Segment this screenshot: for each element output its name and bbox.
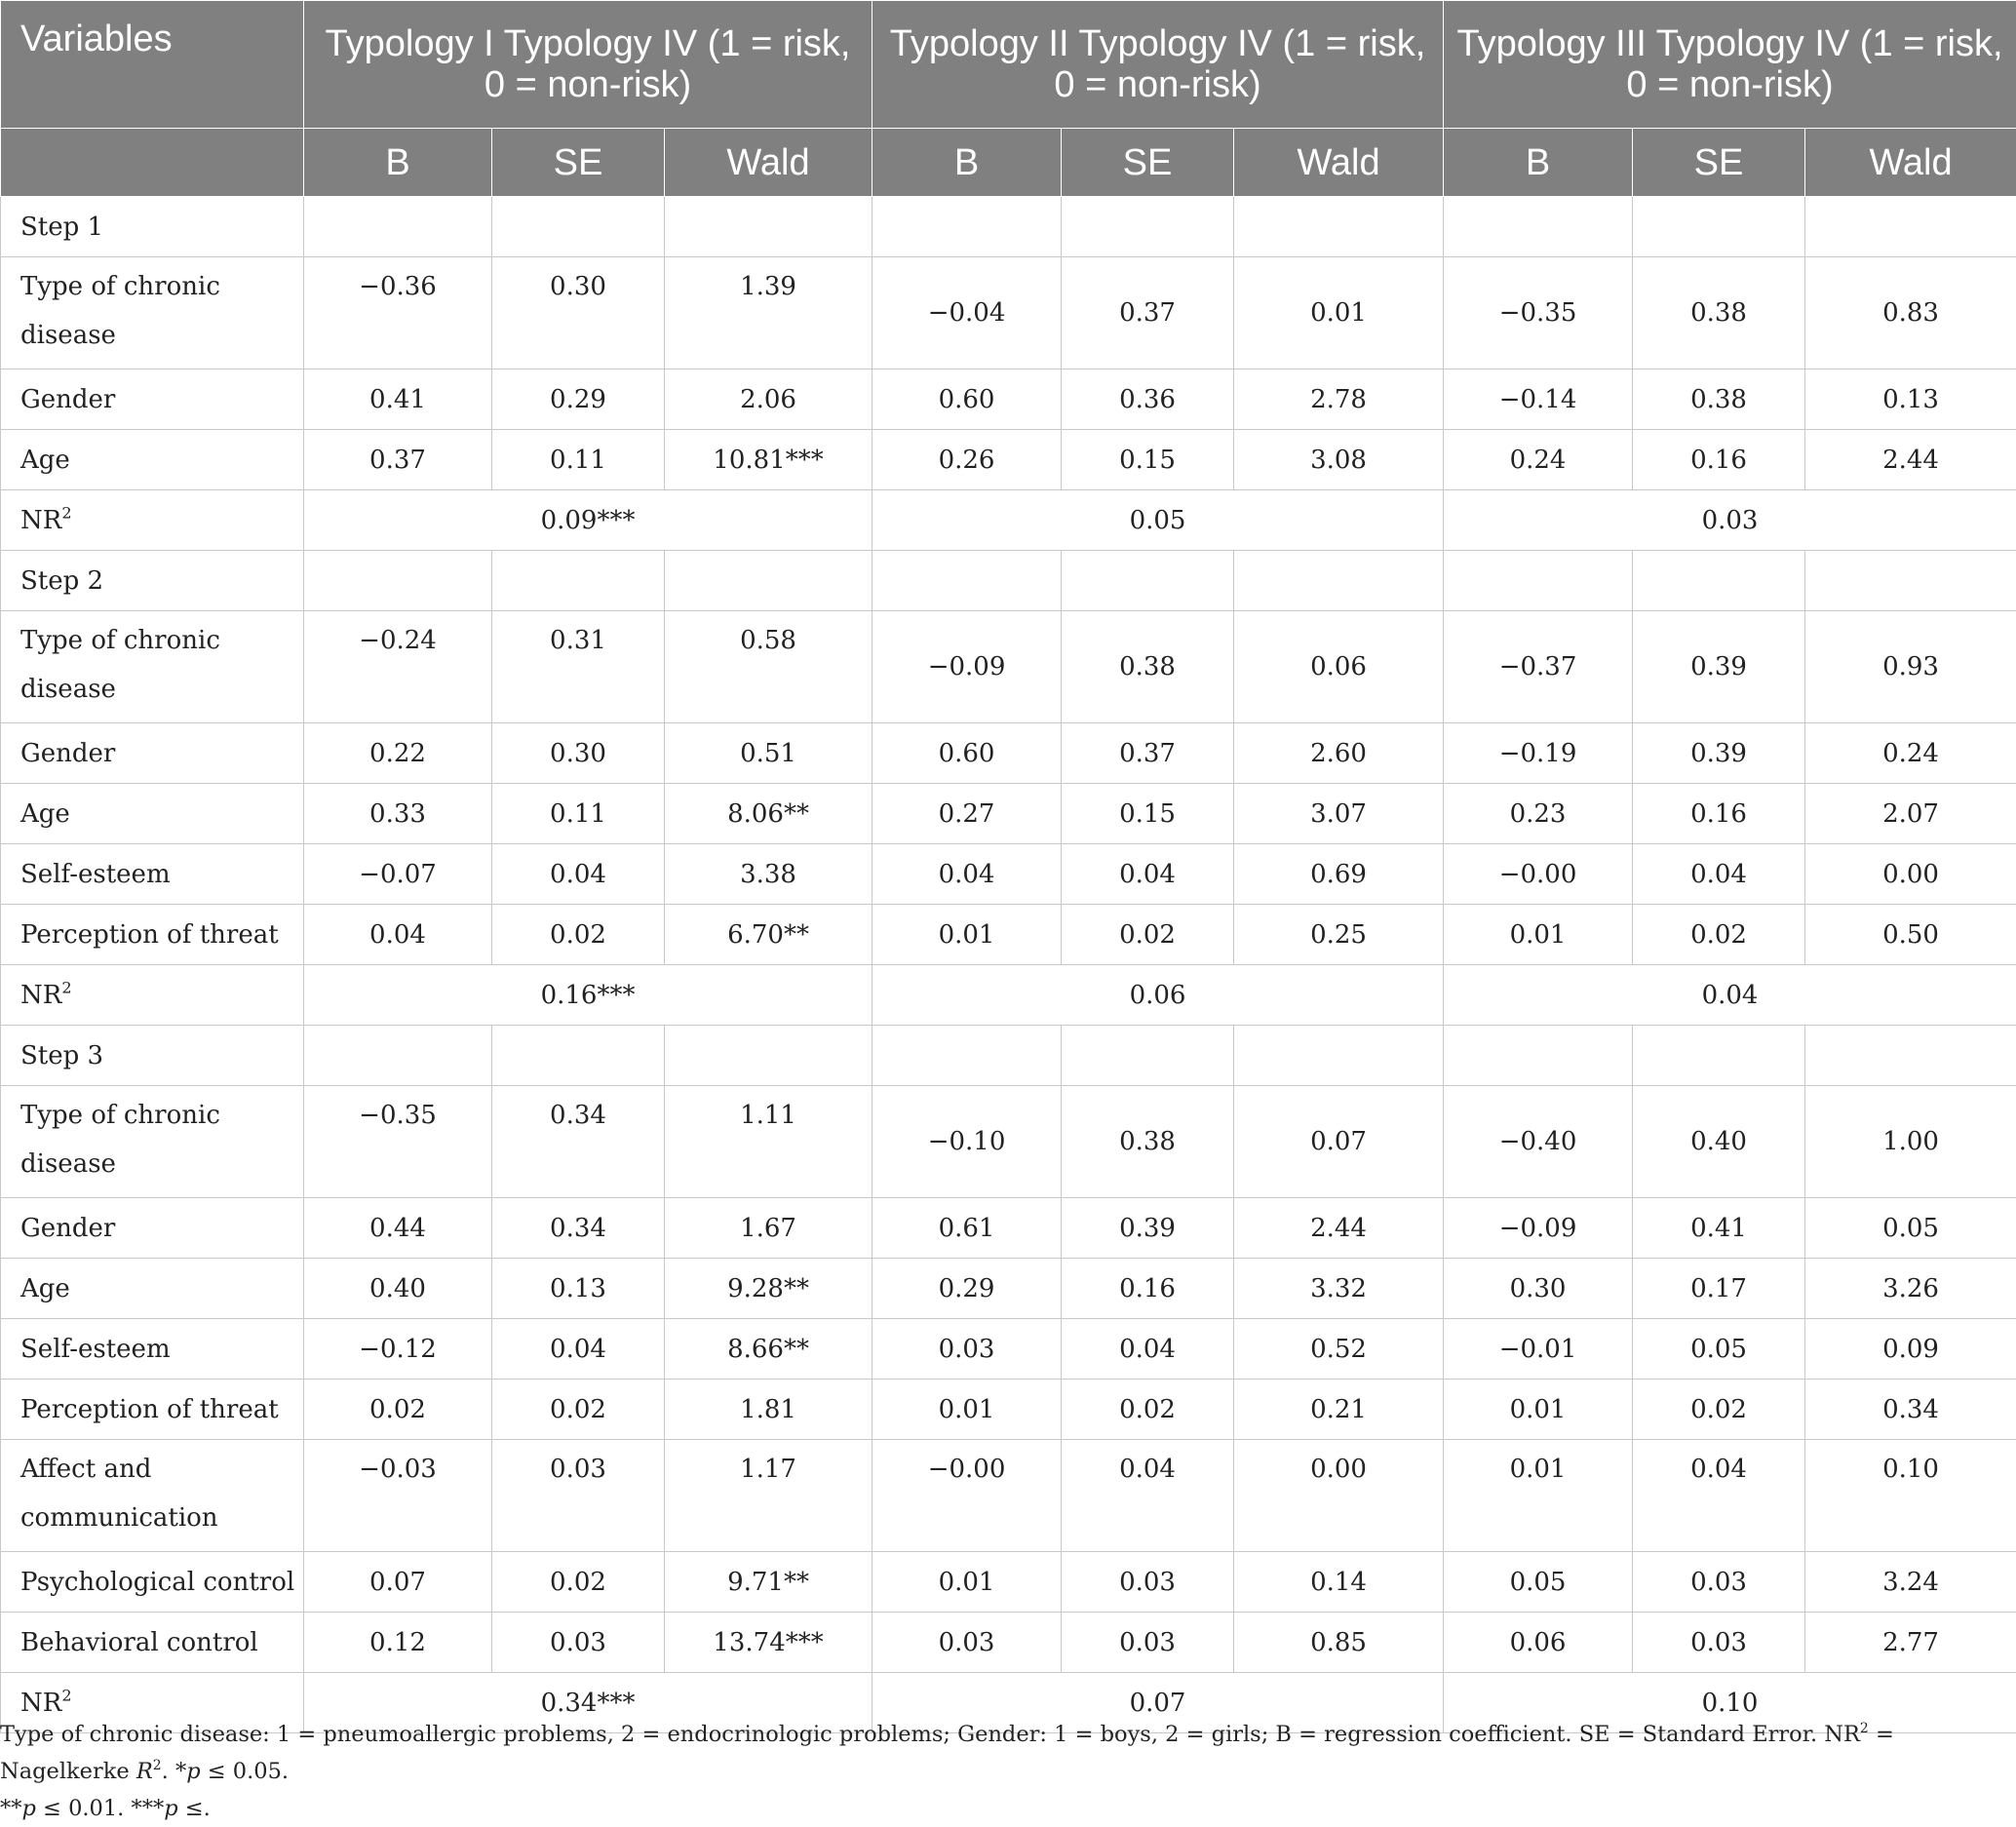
footnote-r-symbol: R	[136, 1759, 153, 1784]
value-cell: 0.17	[1633, 1259, 1805, 1319]
table-row	[1, 723, 2016, 784]
value-cell: 0.11	[492, 430, 665, 490]
value-cell: 1.17	[665, 1440, 872, 1552]
empty-cell	[1805, 197, 2016, 257]
variable-label: Psychological control	[1, 1552, 304, 1613]
wald-subheader: Wald	[1805, 129, 2016, 197]
footnote-text: ≤ 0.01. ***	[36, 1796, 164, 1821]
variable-label: Gender	[1, 1198, 304, 1259]
value-cell: −0.35	[304, 1086, 492, 1198]
variable-label: Type of chronic disease	[1, 257, 304, 369]
typology-1-header: Typology I Typology IV (1 = risk, 0 = non-risk)	[304, 1, 872, 129]
value-cell: 0.04	[872, 844, 1062, 905]
empty-cell	[1234, 551, 1444, 611]
step-label: Step 1	[1, 197, 304, 257]
value-cell: 0.23	[1444, 784, 1633, 844]
nr2-superscript: 2	[61, 978, 71, 996]
value-cell: 0.03	[1062, 1613, 1234, 1673]
value-cell: 0.60	[872, 723, 1062, 784]
empty-cell	[1062, 551, 1234, 611]
footnote-text: Type of chronic disease: 1 = pneumoallergic problems, 2 = endocrinologic problems; Gender: 1 = boys, 2 = girls; B = regression coefficient. SE = Standard Error. NR	[0, 1722, 1860, 1747]
value-cell: 0.11	[492, 784, 665, 844]
value-cell: −0.35	[1444, 257, 1633, 369]
value-cell: 0.38	[1062, 1086, 1234, 1198]
value-cell: 0.50	[1805, 905, 2016, 965]
nr2-row	[1, 965, 2016, 1026]
value-cell: 2.77	[1805, 1613, 2016, 1673]
variable-label: Affect and communication	[1, 1440, 304, 1552]
value-cell: 0.52	[1234, 1319, 1444, 1380]
nr2-superscript: 2	[61, 1686, 71, 1704]
value-cell: 0.26	[872, 430, 1062, 490]
table-row	[1, 1198, 2016, 1259]
table-row	[1, 1613, 2016, 1673]
value-cell: 0.02	[1633, 1380, 1805, 1440]
variable-label: Self-esteem	[1, 1319, 304, 1380]
footnote-text: . *	[162, 1759, 187, 1784]
nr2-label-text: NR	[20, 1689, 61, 1718]
step-row	[1, 1026, 2016, 1086]
table-row	[1, 611, 2016, 723]
value-cell: 0.00	[1805, 844, 2016, 905]
wald-subheader: Wald	[665, 129, 872, 197]
variable-label: Age	[1, 1259, 304, 1319]
value-cell: 0.03	[1633, 1552, 1805, 1613]
value-cell: 0.36	[1062, 369, 1234, 430]
footnote-text: ≤ 0.05.	[201, 1759, 289, 1784]
value-cell: 0.15	[1062, 784, 1234, 844]
value-cell: 9.71**	[665, 1552, 872, 1613]
empty-cell	[1234, 197, 1444, 257]
value-cell: 0.02	[492, 905, 665, 965]
value-cell: 2.78	[1234, 369, 1444, 430]
value-cell: 0.38	[1062, 611, 1234, 723]
variable-label: Type of chronic disease	[1, 1086, 304, 1198]
nr2-value: 0.09***	[304, 490, 872, 551]
value-cell: 1.67	[665, 1198, 872, 1259]
variable-label: Perception of threat	[1, 1380, 304, 1440]
value-cell: 0.61	[872, 1198, 1062, 1259]
value-cell: −0.19	[1444, 723, 1633, 784]
b-subheader: B	[872, 129, 1062, 197]
step-row	[1, 197, 2016, 257]
empty-cell	[665, 551, 872, 611]
se-subheader: SE	[492, 129, 665, 197]
variable-label: Type of chronic disease	[1, 611, 304, 723]
nr2-value: 0.34***	[304, 1673, 872, 1733]
value-cell: 0.41	[1633, 1198, 1805, 1259]
value-cell: 0.21	[1234, 1380, 1444, 1440]
value-cell: 3.32	[1234, 1259, 1444, 1319]
value-cell: 8.06**	[665, 784, 872, 844]
value-cell: 1.39	[665, 257, 872, 369]
typology-3-header: Typology III Typology IV (1 = risk, 0 = non-risk)	[1444, 1, 2016, 129]
value-cell: 0.30	[1444, 1259, 1633, 1319]
value-cell: 0.06	[1234, 611, 1444, 723]
footnote-text: **	[0, 1796, 22, 1821]
value-cell: −0.12	[304, 1319, 492, 1380]
table-footnote	[0, 1716, 2008, 1827]
variable-label: Gender	[1, 723, 304, 784]
value-cell: 0.14	[1234, 1552, 1444, 1613]
value-cell: 0.16	[1633, 430, 1805, 490]
value-cell: 0.37	[304, 430, 492, 490]
value-cell: 3.07	[1234, 784, 1444, 844]
value-cell: 1.11	[665, 1086, 872, 1198]
value-cell: 0.02	[1633, 905, 1805, 965]
value-cell: 0.01	[872, 1552, 1062, 1613]
value-cell: 0.05	[1444, 1552, 1633, 1613]
value-cell: −0.40	[1444, 1086, 1633, 1198]
value-cell: 0.04	[492, 1319, 665, 1380]
value-cell: 0.58	[665, 611, 872, 723]
empty-cell	[1805, 1026, 2016, 1086]
value-cell: 0.04	[1062, 1440, 1234, 1552]
nr2-superscript: 2	[61, 503, 71, 522]
value-cell: 0.93	[1805, 611, 2016, 723]
value-cell: 0.44	[304, 1198, 492, 1259]
value-cell: 0.39	[1062, 1198, 1234, 1259]
value-cell: 2.07	[1805, 784, 2016, 844]
value-cell: 0.29	[492, 369, 665, 430]
nr2-value: 0.05	[872, 490, 1444, 551]
value-cell: 3.08	[1234, 430, 1444, 490]
empty-cell	[872, 197, 1062, 257]
value-cell: 0.02	[1062, 905, 1234, 965]
table-row	[1, 844, 2016, 905]
value-cell: −0.09	[872, 611, 1062, 723]
value-cell: 0.40	[304, 1259, 492, 1319]
value-cell: 0.02	[1062, 1380, 1234, 1440]
value-cell: 0.03	[872, 1319, 1062, 1380]
value-cell: 0.03	[872, 1613, 1062, 1673]
value-cell: 0.01	[1444, 1380, 1633, 1440]
value-cell: 9.28**	[665, 1259, 872, 1319]
table-row	[1, 1259, 2016, 1319]
value-cell: −0.14	[1444, 369, 1633, 430]
se-subheader: SE	[1633, 129, 1805, 197]
value-cell: 0.33	[304, 784, 492, 844]
value-cell: 0.37	[1062, 257, 1234, 369]
value-cell: −0.36	[304, 257, 492, 369]
value-cell: 0.07	[304, 1552, 492, 1613]
value-cell: 3.26	[1805, 1259, 2016, 1319]
value-cell: 0.37	[1062, 723, 1234, 784]
value-cell: 0.01	[1444, 1440, 1633, 1552]
empty-cell	[1234, 1026, 1444, 1086]
variable-label: Behavioral control	[1, 1613, 304, 1673]
value-cell: 0.07	[1234, 1086, 1444, 1198]
nr2-value: 0.07	[872, 1673, 1444, 1733]
table-row	[1, 1440, 2016, 1552]
footnote-p-symbol: p	[22, 1796, 36, 1821]
value-cell: 0.41	[304, 369, 492, 430]
footnote-text: ≤.	[178, 1796, 211, 1821]
empty-cell	[304, 197, 492, 257]
value-cell: 0.31	[492, 611, 665, 723]
value-cell: 0.13	[1805, 369, 2016, 430]
variable-label: Perception of threat	[1, 905, 304, 965]
table-row	[1, 1552, 2016, 1613]
value-cell: 1.81	[665, 1380, 872, 1440]
variable-label: Gender	[1, 369, 304, 430]
value-cell: 0.16	[1062, 1259, 1234, 1319]
value-cell: 0.03	[1633, 1613, 1805, 1673]
nr2-value: 0.06	[872, 965, 1444, 1026]
table-row	[1, 905, 2016, 965]
step-label: Step 2	[1, 551, 304, 611]
value-cell: 0.05	[1805, 1198, 2016, 1259]
value-cell: 0.38	[1633, 257, 1805, 369]
value-cell: 0.00	[1234, 1440, 1444, 1552]
nr2-value: 0.03	[1444, 490, 2016, 551]
value-cell: 0.40	[1633, 1086, 1805, 1198]
value-cell: −0.24	[304, 611, 492, 723]
value-cell: 2.44	[1805, 430, 2016, 490]
table-row	[1, 257, 2016, 369]
variable-label: Age	[1, 784, 304, 844]
value-cell: −0.10	[872, 1086, 1062, 1198]
empty-cell	[304, 551, 492, 611]
empty-cell	[1444, 1026, 1633, 1086]
value-cell: 0.04	[1062, 844, 1234, 905]
value-cell: −0.09	[1444, 1198, 1633, 1259]
value-cell: −0.07	[304, 844, 492, 905]
value-cell: 0.01	[872, 1380, 1062, 1440]
variables-header: Variables	[1, 1, 304, 129]
value-cell: 0.34	[492, 1086, 665, 1198]
empty-cell	[872, 551, 1062, 611]
value-cell: 0.05	[1633, 1319, 1805, 1380]
se-subheader: SE	[1062, 129, 1234, 197]
table-row	[1, 1380, 2016, 1440]
footnote-p-symbol: p	[164, 1796, 177, 1821]
footnote-superscript: 2	[1860, 1721, 1869, 1736]
value-cell: 0.24	[1805, 723, 2016, 784]
variable-label: Age	[1, 430, 304, 490]
table-row	[1, 1319, 2016, 1380]
value-cell: 3.24	[1805, 1552, 2016, 1613]
value-cell: 0.12	[304, 1613, 492, 1673]
value-cell: 2.44	[1234, 1198, 1444, 1259]
value-cell: 0.06	[1444, 1613, 1633, 1673]
value-cell: −0.37	[1444, 611, 1633, 723]
nr2-label-text: NR	[20, 981, 61, 1010]
value-cell: −0.04	[872, 257, 1062, 369]
value-cell: −0.03	[304, 1440, 492, 1552]
value-cell: 0.01	[1234, 257, 1444, 369]
value-cell: 0.51	[665, 723, 872, 784]
value-cell: 6.70**	[665, 905, 872, 965]
table-row	[1, 369, 2016, 430]
footnote-p-symbol: p	[186, 1759, 200, 1784]
nr2-row	[1, 490, 2016, 551]
value-cell: 0.34	[1805, 1380, 2016, 1440]
value-cell: 0.02	[492, 1380, 665, 1440]
value-cell: 0.15	[1062, 430, 1234, 490]
value-cell: 2.60	[1234, 723, 1444, 784]
value-cell: 0.10	[1805, 1440, 2016, 1552]
value-cell: 0.83	[1805, 257, 2016, 369]
empty-cell	[665, 1026, 872, 1086]
value-cell: 0.34	[492, 1198, 665, 1259]
b-subheader: B	[1444, 129, 1633, 197]
wald-subheader: Wald	[1234, 129, 1444, 197]
value-cell: 0.01	[1444, 905, 1633, 965]
empty-cell	[1633, 1026, 1805, 1086]
empty-cell	[1633, 551, 1805, 611]
empty-cell	[1633, 197, 1805, 257]
empty-cell	[1062, 1026, 1234, 1086]
typology-2-header: Typology II Typology IV (1 = risk, 0 = non-risk)	[872, 1, 1444, 129]
table-row	[1, 430, 2016, 490]
value-cell: 0.16	[1633, 784, 1805, 844]
value-cell: 0.85	[1234, 1613, 1444, 1673]
value-cell: 0.03	[492, 1613, 665, 1673]
empty-cell	[872, 1026, 1062, 1086]
empty-cell	[304, 1026, 492, 1086]
value-cell: 0.38	[1633, 369, 1805, 430]
nr2-value: 0.16***	[304, 965, 872, 1026]
value-cell: −0.01	[1444, 1319, 1633, 1380]
empty-cell	[1805, 551, 2016, 611]
table-body	[1, 197, 2016, 1733]
empty-cell	[665, 197, 872, 257]
value-cell: −0.00	[1444, 844, 1633, 905]
value-cell: 0.24	[1444, 430, 1633, 490]
value-cell: 0.02	[304, 1380, 492, 1440]
value-cell: 0.02	[492, 1552, 665, 1613]
value-cell: 0.22	[304, 723, 492, 784]
b-subheader: B	[304, 129, 492, 197]
value-cell: 2.06	[665, 369, 872, 430]
empty-cell	[492, 1026, 665, 1086]
nr2-label	[1, 490, 304, 551]
value-cell: 0.60	[872, 369, 1062, 430]
empty-cell	[492, 197, 665, 257]
table-row	[1, 1086, 2016, 1198]
empty-cell	[1444, 551, 1633, 611]
table-row	[1, 784, 2016, 844]
value-cell: 0.03	[492, 1440, 665, 1552]
value-cell: 0.39	[1633, 611, 1805, 723]
value-cell: 0.04	[1062, 1319, 1234, 1380]
variable-label: Self-esteem	[1, 844, 304, 905]
nr2-value: 0.10	[1444, 1673, 2016, 1733]
value-cell: 0.69	[1234, 844, 1444, 905]
value-cell: 0.04	[1633, 1440, 1805, 1552]
blank-subheader	[1, 129, 304, 197]
value-cell: 0.30	[492, 257, 665, 369]
value-cell: 1.00	[1805, 1086, 2016, 1198]
value-cell: 0.04	[492, 844, 665, 905]
footnote-superscript: 2	[153, 1758, 162, 1773]
value-cell: 0.03	[1062, 1552, 1234, 1613]
value-cell: 0.13	[492, 1259, 665, 1319]
value-cell: 8.66**	[665, 1319, 872, 1380]
value-cell: 10.81***	[665, 430, 872, 490]
value-cell: 0.09	[1805, 1319, 2016, 1380]
footnote-text: = Nagelkerke	[0, 1722, 1894, 1784]
value-cell: −0.00	[872, 1440, 1062, 1552]
value-cell: 0.04	[304, 905, 492, 965]
value-cell: 13.74***	[665, 1613, 872, 1673]
value-cell: 0.39	[1633, 723, 1805, 784]
step-label: Step 3	[1, 1026, 304, 1086]
nr2-label-text: NR	[20, 506, 61, 535]
value-cell: 0.01	[872, 905, 1062, 965]
value-cell: 3.38	[665, 844, 872, 905]
empty-cell	[492, 551, 665, 611]
value-cell: 0.04	[1633, 844, 1805, 905]
table-header	[1, 1, 2016, 197]
value-cell: 0.30	[492, 723, 665, 784]
value-cell: 0.27	[872, 784, 1062, 844]
value-cell: 0.29	[872, 1259, 1062, 1319]
nr2-value: 0.04	[1444, 965, 2016, 1026]
nr2-label	[1, 965, 304, 1026]
value-cell: 0.25	[1234, 905, 1444, 965]
empty-cell	[1062, 197, 1234, 257]
empty-cell	[1444, 197, 1633, 257]
step-row	[1, 551, 2016, 611]
